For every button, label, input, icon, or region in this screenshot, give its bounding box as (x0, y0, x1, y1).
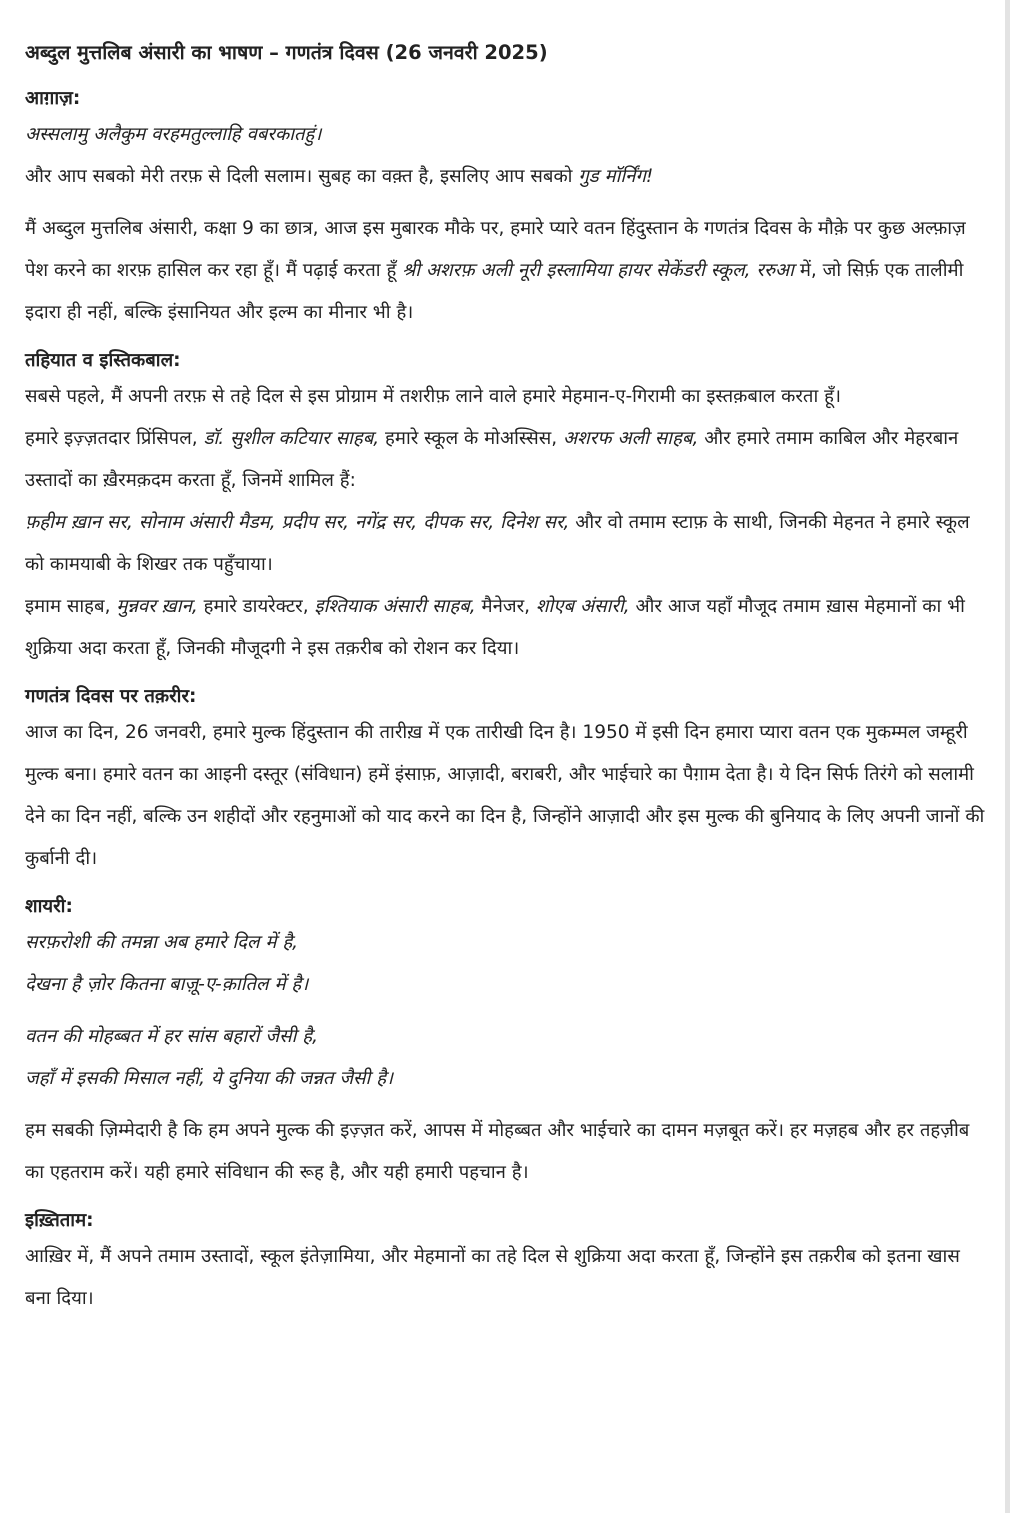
greeting-text: अस्सलामु अलैकुम वरहमतुल्लाहि वबरकातहुं। (25, 124, 322, 145)
welcome-heading: तहियात व इस्तिकबाल: (25, 350, 181, 371)
poetry-line-2 (25, 964, 987, 1006)
intro-paragraph (25, 208, 987, 334)
poetry-line-4 (25, 1058, 987, 1100)
welcome-paragraph-4 (25, 586, 987, 670)
intro-text-b: में, जो सिर्फ़ एक तालीमी इदारा ही नहीं, बल्कि इंसानियत और इल्म का मीनार भी है। (25, 260, 964, 323)
welcome-text-b: हमारे स्कूल के मोअस्सिस, (379, 428, 564, 449)
welcome-text-d: और वो तमाम स्टाफ़ के साथी, जिनकी मेहनत ने हमारे स्कूल को कामयाबी के शिखर तक पहुँचाया। (25, 512, 970, 575)
manager-name: शोएब अंसारी, (535, 596, 630, 617)
document-title: अब्दुल मुत्तलिब अंसारी का भाषण – गणतंत्र दिवस (26 जनवरी 2025) (25, 41, 548, 64)
document-body (25, 34, 987, 1320)
welcome-paragraph-1: सबसे पहले, मैं अपनी तरफ़ से तहे दिल से इस प्रोग्राम में तशरीफ़ लाने वाले हमारे मेहमान-ए-गिरामी का इस्तक़बाल करता हूँ। (25, 386, 841, 407)
speech-paragraph: आज का दिन, 26 जनवरी, हमारे मुल्क हिंदुस्तान की तारीख़ में एक तारीखी दिन है। 1950 में इसी दिन हमारा प्यारा वतन एक मुकम्मल जम्हूरी मुल्क बना। हमारे वतन का आइनी दस्तूर (संविधान) हमें इंसाफ़, आज़ादी, बराबरी, और भाईचारे का पैग़ाम देता है। ये दिन सिर्फ तिरंगे को सलामी देने का दिन नहीं, बल्कि उन शहीदों और रहनुमाओं को याद करने का दिन है, जिन्होंने आज़ादी और इस मुल्क की बुनियाद के लिए अपनी जानों की कुर्बानी दी। (25, 722, 985, 869)
school-name: श्री अशरफ़ अली नूरी इस्लामिया हायर सेकेंडरी स्कूल, ररुआ (402, 260, 794, 281)
imam-name: मुन्नवर ख़ान, (116, 596, 198, 617)
closing-paragraph: आख़िर में, मैं अपने तमाम उस्तादों, स्कूल इंतेज़ामिया, और मेहमानों का तहे दिल से शुक्रिया अदा करता हूँ, जिन्होंने इस तक़रीब को इतना खास बना दिया। (25, 1246, 960, 1309)
poetry-heading: शायरी: (25, 896, 73, 917)
intro-text-a: मैं अब्दुल मुत्तलिब अंसारी, कक्षा 9 का छात्र, आज इस मुबारक मौके पर, हमारे प्यारे वतन हिंदुस्तान के गणतंत्र दिवस के मौक़े पर कुछ अल्फ़ाज़ पेश करने का शरफ़ हासिल कर रहा हूँ। मैं पढ़ाई करता हूँ (25, 218, 966, 281)
teachers-list: फ़हीम ख़ान सर, सोनाम अंसारी मैडम, प्रदीप सर, नगेंद्र सर, दीपक सर, दिनेश सर, (25, 512, 570, 533)
welcome-text-g: मैनेजर, (475, 596, 536, 617)
founder-name: अशरफ अली साहब, (563, 428, 699, 449)
welcome-text-a: हमारे इज़्ज़तदार प्रिंसिपल, (25, 428, 204, 449)
welcome-text-f: हमारे डायरेक्टर, (197, 596, 315, 617)
director-name: इश्तियाक अंसारी साहब, (314, 596, 476, 617)
welcome-paragraph-2 (25, 418, 987, 502)
intro-heading: आग़ाज़: (25, 88, 81, 109)
welcome-text-h: और आज यहाँ मौजूद तमाम ख़ास मेहमानों का भी शुक्रिया अदा करता हूँ, जिनकी मौजूदगी ने इस तक़रीब को रोशन कर दिया। (25, 596, 965, 659)
poetry-line-2-text: देखना है ज़ोर कितना बाज़ू-ए-क़ातिल में है। (25, 974, 309, 995)
principal-name: डॉ. सुशील कटियार साहब, (203, 428, 380, 449)
poetry-line-1 (25, 922, 987, 964)
poetry-line-1-text: सरफ़रोशी की तमन्ना अब हमारे दिल में है, (25, 932, 299, 953)
greeting-line (25, 114, 987, 156)
welcome-text-e: इमाम साहब, (25, 596, 117, 617)
welcome-paragraph-3 (25, 502, 987, 586)
scrollbar[interactable] (1005, 0, 1010, 1513)
responsibility-paragraph: हम सबकी ज़िम्मेदारी है कि हम अपने मुल्क की इज़्ज़त करें, आपस में मोहब्बत और भाईचारे का दामन मज़बूत करें। हर मज़हब और हर तहज़ीब का एहतराम करें। यही हमारे संविधान की रूह है, और यही हमारी पहचान है। (25, 1120, 970, 1183)
welcome-text-c: और हमारे तमाम काबिल और मेहरबान उस्तादों का ख़ैरमक़दम करता हूँ, जिनमें शामिल हैं: (25, 428, 959, 491)
salam-text: और आप सबको मेरी तरफ़ से दिली सलाम। सुबह का वक़्त है, इसलिए आप सबको (25, 166, 579, 187)
poetry-line-4-text: जहाँ में इसकी मिसाल नहीं, ये दुनिया की जन्नत जैसी है। (25, 1068, 394, 1089)
good-morning-text: गुड मॉर्निंग! (578, 166, 654, 187)
poetry-line-3 (25, 1016, 987, 1058)
closing-heading: इख़्तिताम: (25, 1210, 94, 1231)
salam-line (25, 156, 987, 198)
poetry-line-3-text: वतन की मोहब्बत में हर सांस बहारों जैसी है, (25, 1026, 318, 1047)
speech-heading: गणतंत्र दिवस पर तक़रीर: (25, 686, 197, 707)
